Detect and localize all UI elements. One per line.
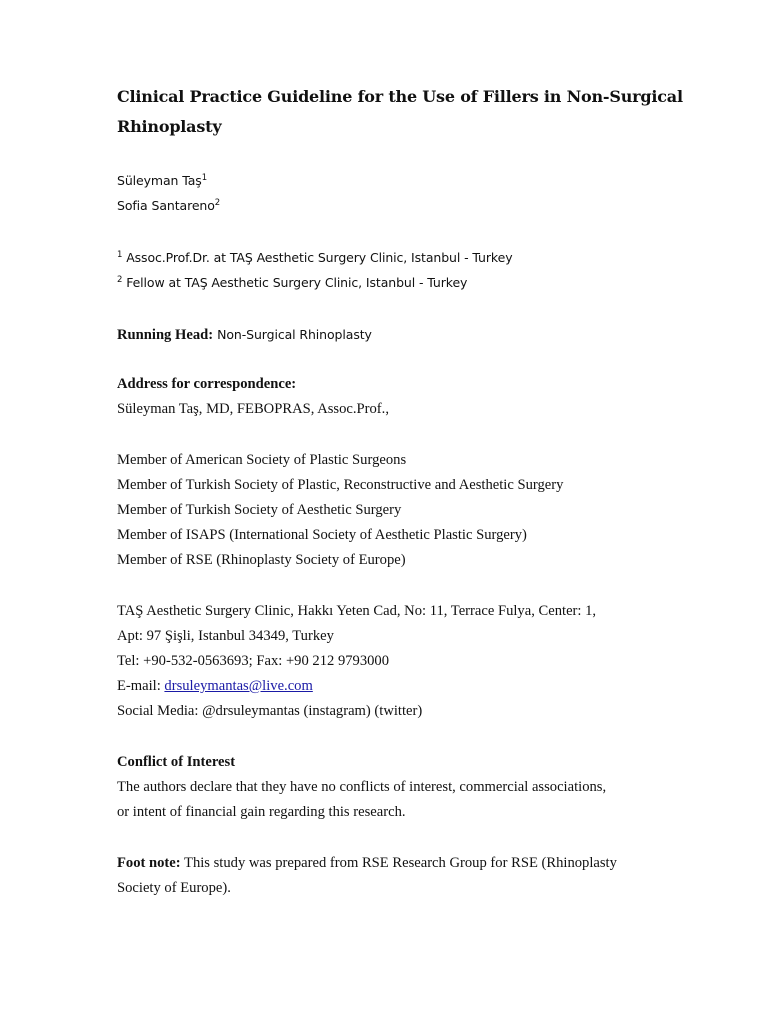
author-1: [117, 173, 207, 188]
membership-item: Member of American Society of Plastic Surgeons: [117, 452, 407, 468]
author-superscript: 2: [214, 198, 221, 208]
membership-item: Member of Turkish Society of Aesthetic Surgery: [117, 502, 402, 518]
clinic-address-line-2: Apt: 97 Şişli, Istanbul 34349, Turkey: [117, 628, 334, 644]
conflict-text-line-2: or intent of financial gain regarding this research.: [117, 804, 406, 820]
running-head-value: Non-Surgical Rhinoplasty: [217, 327, 372, 342]
conflict-text-line-1: The authors declare that they have no conflicts of interest, commercial associations,: [117, 779, 607, 795]
conflict-heading: [117, 754, 235, 771]
footnote-text: This study was prepared from RSE Research Group for RSE (Rhinoplasty: [180, 855, 617, 871]
footnote-line-2: Society of Europe).: [117, 880, 231, 896]
correspondence-name: Süleyman Taş, MD, FEBOPRAS, Assoc.Prof.,: [117, 401, 389, 417]
correspondence-heading-text: Address for correspondence:: [117, 376, 297, 392]
paper-title-line-1: Clinical Practice Guideline for the Use of Fillers in Non-Surgical: [117, 87, 683, 106]
membership-item: Member of RSE (Rhinoplasty Society of Europe): [117, 552, 406, 568]
membership-item: Member of ISAPS (International Society of Aesthetic Plastic Surgery): [117, 527, 527, 543]
conflict-heading-text: Conflict of Interest: [117, 754, 236, 770]
footnote-line-1: [117, 855, 617, 872]
running-head: [117, 326, 372, 344]
author-2: [117, 198, 220, 213]
affiliation-text: Assoc.Prof.Dr. at TAŞ Aesthetic Surgery Clinic, Istanbul - Turkey: [126, 250, 513, 265]
contact-email: [117, 678, 313, 695]
affiliation-2: [117, 275, 467, 290]
author-superscript: 1: [201, 173, 208, 183]
email-link[interactable]: drsuleymantas@live.com: [164, 678, 313, 694]
clinic-address-line-1: TAŞ Aesthetic Surgery Clinic, Hakkı Yeten Cad, No: 11, Terrace Fulya, Center: 1,: [117, 603, 597, 619]
author-name: Sofia Santareno: [117, 198, 215, 213]
contact-phone: Tel: +90-532-0563693; Fax: +90 212 9793000: [117, 653, 390, 669]
affiliation-superscript: 1: [117, 250, 123, 260]
footnote-label: Foot note:: [117, 855, 181, 871]
correspondence-heading: [117, 376, 296, 393]
author-name: Süleyman Taş: [117, 173, 202, 188]
membership-item: Member of Turkish Society of Plastic, Reconstructive and Aesthetic Surgery: [117, 477, 564, 493]
social-media: Social Media: @drsuleymantas (instagram) (twitter): [117, 703, 423, 719]
paper-title-line-2: Rhinoplasty: [117, 117, 222, 136]
running-head-label: Running Head:: [117, 327, 214, 343]
affiliation-1: [117, 250, 513, 265]
affiliation-text: Fellow at TAŞ Aesthetic Surgery Clinic, Istanbul - Turkey: [126, 275, 468, 290]
email-label: E-mail:: [117, 678, 165, 694]
affiliation-superscript: 2: [117, 275, 123, 285]
